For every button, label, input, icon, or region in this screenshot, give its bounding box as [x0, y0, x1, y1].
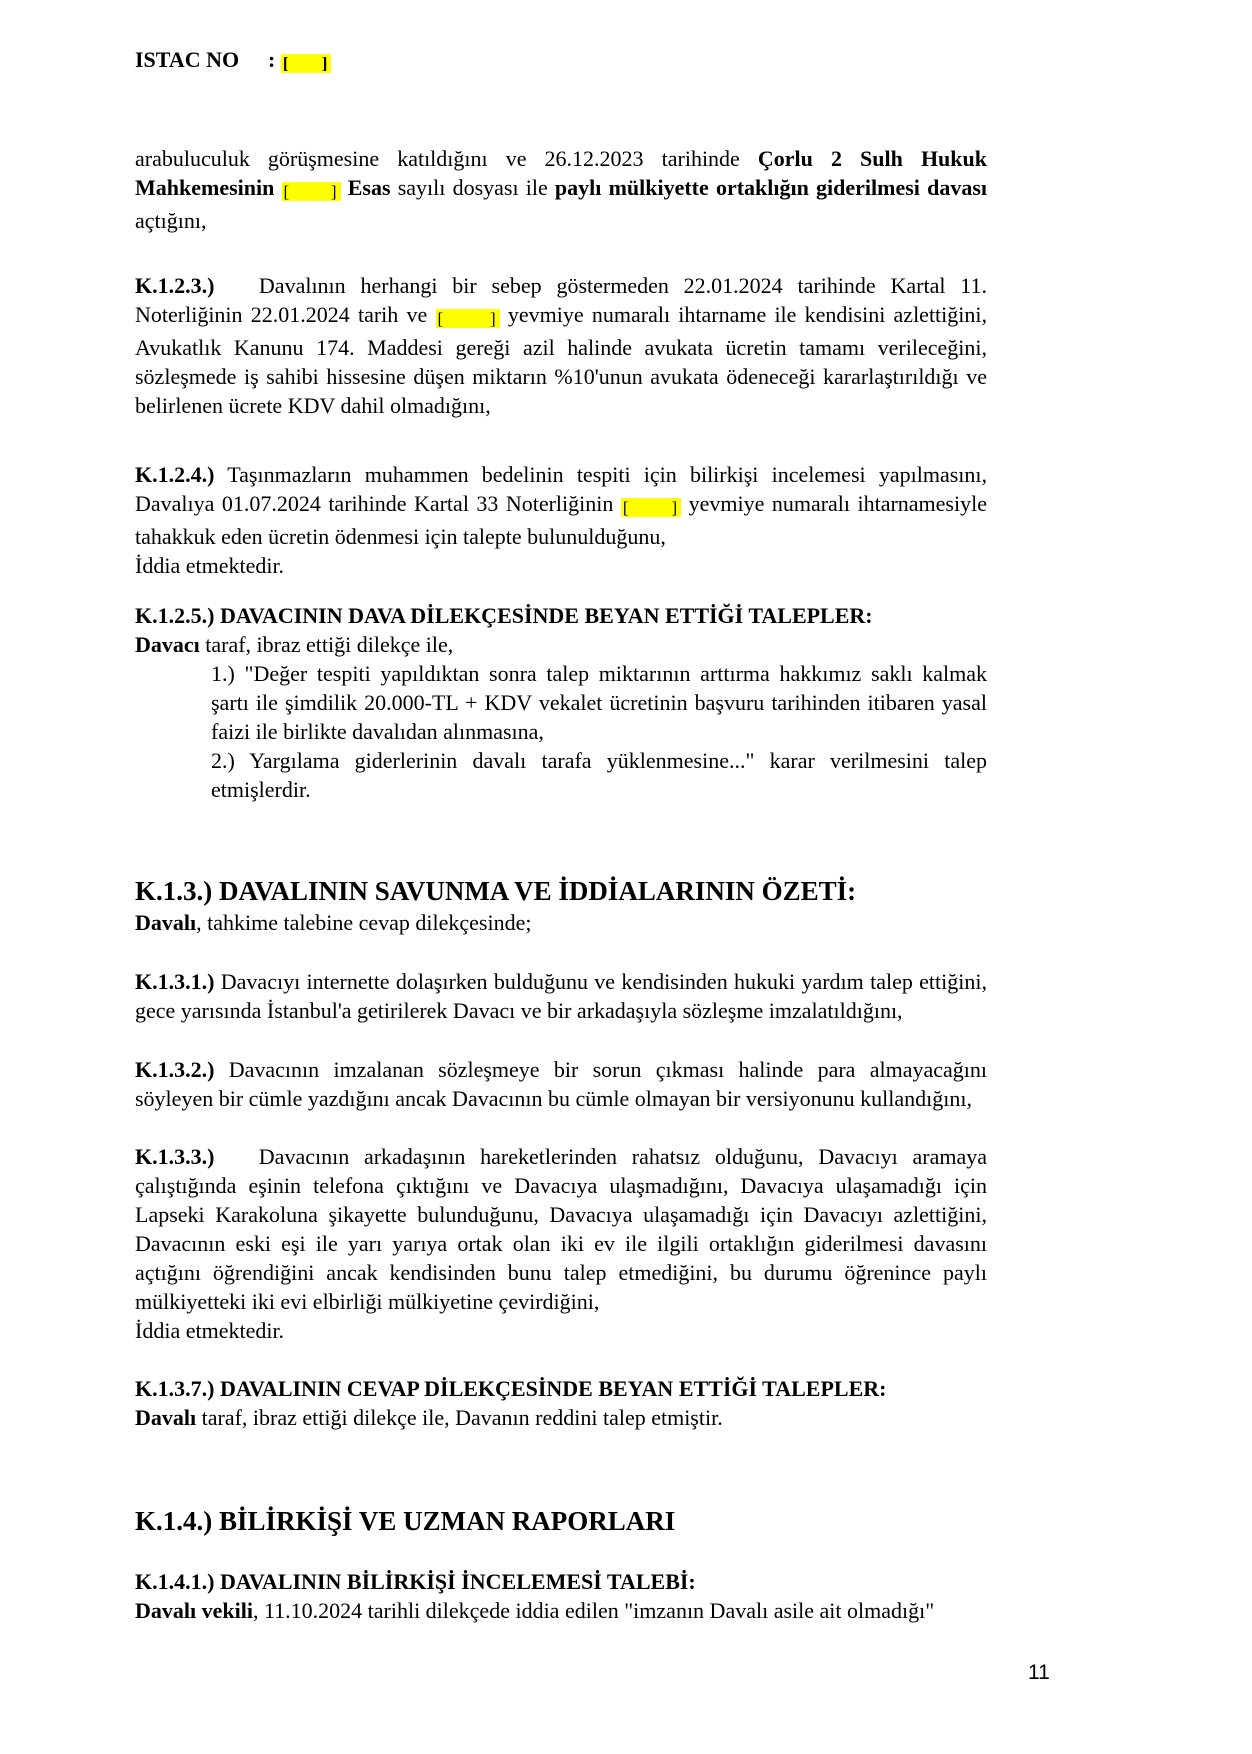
section-number-k132: K.1.3.2.) — [135, 1057, 215, 1082]
yevmiye-no-redacted-value-1: [ ] — [437, 309, 498, 328]
claim-statement-line-2: İddia etmektedir. — [135, 1318, 285, 1343]
intro-text-end: açtığını, — [135, 208, 207, 233]
heading-k125: K.1.2.5.) DAVACININ DAVA DİLEKÇESİNDE BEYAN ETTİĞİ TALEPLER: — [135, 603, 873, 628]
k132-text: Davacının imzalanan sözleşmeye bir sorun çıkması halinde para almayacağını söyleyen bir cümle yazdığını ancak Davacının bu cümle olmayan bir versiyonunu kullandığını, — [135, 1057, 987, 1111]
paragraph-k125-intro — [135, 630, 987, 659]
istac-no-colon: : — [268, 47, 281, 72]
esas-label-bold: Esas — [340, 175, 391, 200]
k124-text-a: Taşınmazların muhammen bedelinin tespiti için bilirkişi incelemesi yapılmasını, Davalıya 01.07.2024 tarihinde Kartal 33 Noterliğinin — [135, 462, 987, 516]
claims-list-item-1: 1.) "Değer tespiti yapıldıktan sonra talep miktarının arttırma hakkımız saklı kalmak şartı ile şimdilik 20.000-TL + KDV vekalet ücretinin başvuru tarihinden itibaren yasal faizi ile birlikte davalıdan alınmasına, — [211, 661, 987, 744]
davali-vekili-bold: Davalı vekili — [135, 1598, 253, 1623]
k131-text: Davacıyı internette dolaşırken bulduğunu ve kendisinden hukuki yardım talep ettiğini, gece yarısında İstanbul'a getirilerek Davacı ve bir arkadaşıyla sözleşme imzalatıldığını, — [135, 969, 987, 1023]
davaci-bold: Davacı — [135, 632, 200, 657]
paragraph-k133 — [135, 1142, 987, 1316]
heading-k137: K.1.3.7.) DAVALININ CEVAP DİLEKÇESİNDE BEYAN ETTİĞİ TALEPLER: — [135, 1376, 887, 1401]
document-header — [135, 45, 987, 78]
heading-k141: K.1.4.1.) DAVALININ BİLİRKİŞİ İNCELEMESİ TALEBİ: — [135, 1569, 696, 1594]
paragraph-k141-intro — [135, 1596, 987, 1625]
section-number-k123: K.1.2.3.) — [135, 273, 215, 298]
heading-k13: K.1.3.) DAVALININ SAVUNMA VE İDDİALARININ ÖZETİ: — [135, 876, 857, 906]
k137-intro-rest: taraf, ibraz ettiği dilekçe ile, Davanın reddini talep etmiştir. — [196, 1405, 723, 1430]
esas-no-redacted-value: [ ] — [283, 182, 339, 201]
paragraph-intro — [135, 144, 987, 235]
istac-no-label: ISTAC NO — [135, 47, 240, 72]
k123-text-b: yevmiye numaralı ihtarname ile kendisini azlettiğini, Avukatlık Kanunu 174. Maddesi gereği azil halinde avukata ücretin tamamı verileceğini, sözleşmede iş sahibi hissesine düşen miktarın %10'unun avukata ödeneceği kararlaştırıldığı ve belirlenen ücrete KDV dahil olmadığını, — [135, 302, 988, 418]
section-number-k131: K.1.3.1.) — [135, 969, 215, 994]
paragraph-k137-intro — [135, 1403, 987, 1432]
section-number-k124: K.1.2.4.) — [135, 462, 215, 487]
paragraph-k132 — [135, 1055, 987, 1113]
k125-intro-rest: taraf, ibraz ettiği dilekçe ile, — [199, 632, 454, 657]
yevmiye-no-redacted-value-2: [ ] — [622, 498, 680, 517]
claim-statement-line-1: İddia etmektedir. — [135, 553, 285, 578]
istac-no-redacted-value: [ ] — [282, 54, 330, 73]
k133-text: Davacının arkadaşının hareketlerinden rahatsız olduğunu, Davacıyı aramaya çalıştığında eşinin telefona çıktığını ve Davacıya ulaşmadığını, Davacıya ulaşamadığı için Lapseki Karakoluna şikayette bulunduğunu, Davacıya ulaşamadığı için Davacıyı azlettiğini, Davacının eski eşi ile yarı yarıya ortak olan iki ev ile ilgili ortaklığın giderilmesi davasını açtığını öğrendiğini ancak kendisinden bunu talep etmediğini, bu durumu öğrenince paylı mülkiyetteki iki evi elbirliği mülkiyetine çevirdiğini, — [135, 1144, 987, 1314]
k13-intro-rest: , tahkime talebine cevap dilekçesinde; — [196, 910, 532, 935]
intro-text-mid: sayılı dosyası ile — [390, 175, 555, 200]
case-type-bold: paylı mülkiyette ortaklığın giderilmesi davası — [554, 175, 987, 200]
page-number: 11 — [1028, 1661, 1050, 1684]
intro-text-start: arabuluculuk görüşmesine katıldığını ve 26.12.2023 tarihinde — [135, 146, 758, 171]
davali-bold-2: Davalı — [135, 1405, 197, 1430]
k124-text-b: yevmiye numaralı ihtarnamesiyle tahakkuk eden ücretin ödenmesi için talepte bulunulduğunu, — [135, 491, 987, 549]
claims-list — [211, 659, 987, 804]
paragraph-k13-intro — [135, 908, 987, 937]
paragraph-k124 — [135, 460, 987, 551]
court-name-bold: Çorlu 2 Sulh Hukuk Mahkemesinin — [135, 146, 988, 200]
paragraph-k131 — [135, 967, 987, 1025]
k141-intro-rest: , 11.10.2024 tarihli dilekçede iddia edilen "imzanın Davalı asile ait olmadığı" — [252, 1598, 935, 1623]
k123-text-a: Davalının herhangi bir sebep göstermeden 22.01.2024 tarihinde Kartal 11. Noterliğinin 22.01.2024 tarih ve — [135, 273, 987, 327]
paragraph-k123 — [135, 271, 987, 420]
claims-list-item-2: 2.) Yargılama giderlerinin davalı tarafa yüklenmesine..." karar verilmesini talep etmişlerdir. — [211, 748, 987, 802]
heading-k14: K.1.4.) BİLİRKİŞİ VE UZMAN RAPORLARI — [135, 1506, 676, 1536]
davali-bold-1: Davalı — [135, 910, 197, 935]
section-number-k133: K.1.3.3.) — [135, 1144, 215, 1169]
